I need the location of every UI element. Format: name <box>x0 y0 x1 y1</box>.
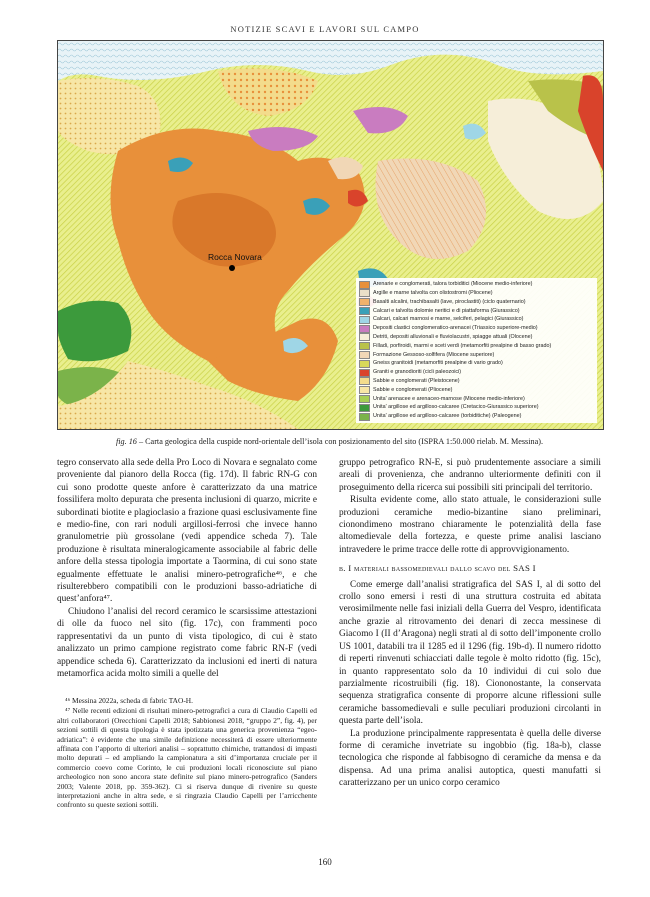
legend-label: Graniti e granodioriti (cicli paleozoici) <box>373 369 462 376</box>
legend-item <box>359 307 594 316</box>
legend-item <box>359 324 594 333</box>
legend-swatch <box>359 325 370 333</box>
legend-swatch <box>359 360 370 368</box>
paragraph: Chiudono l’analisi del record ceramico le scarsissime attestazioni di olle da fuoco nel sito (fig. 17c), con frammenti poco rappresentativi da un punto di vista tipologico, di cui è stato analizzato un primo campione registrato come fabric RN-F (vedi appendice scheda 6). Caratterizzato da inclusioni ed inerti di natura metamorfica acida molto simili a quelle del <box>57 606 317 679</box>
legend-label: Formazione Gessoso-solfifera (Miocene superiore) <box>373 351 495 358</box>
legend-item <box>359 280 594 289</box>
legend-label: Basalti alcalini, trachibasalti (lave, piroclastiti) (ciclo quaternario) <box>373 298 526 305</box>
figure-caption <box>57 437 602 446</box>
town-label: Rocca Novara <box>208 252 262 262</box>
legend-swatch <box>359 342 370 350</box>
legend-label: Depositi clastici conglomeratico-arenacei (Triassico superiore-medio) <box>373 325 538 332</box>
legend-item <box>359 395 594 404</box>
figure-ref: fig. 16 <box>115 437 137 446</box>
caption-text: – Carta geologica della cuspide nord-orientale dell’isola con posizionamento del sito (ISPRA 1:50.000 rielab. M. Messina). <box>136 437 544 446</box>
section-heading: b. I materiali bassomedievali dallo scavo del SAS I <box>339 563 536 574</box>
map-legend <box>356 278 597 423</box>
page-number: 160 <box>318 857 332 867</box>
right-column <box>339 457 601 790</box>
legend-swatch <box>359 316 370 324</box>
running-head: NOTIZIE SCAVI E LAVORI SUL CAMPO <box>230 24 420 34</box>
legend-label: Calcari, calcari marnosi e marne, selciferi, pelagici (Giurassico) <box>373 316 524 323</box>
legend-label: Detriti, depositi alluvionali e fluviolacustri, spiagge attuali (Olocene) <box>373 334 533 341</box>
legend-label: Unita' arenacee e arenaceo-marnose (Miocene medio-inferiore) <box>373 395 525 402</box>
legend-item <box>359 368 594 377</box>
paragraph: tegro conservato alla sede della Pro Loco di Novara e segnalato come proveniente dal pianoro della Rocca (fig. 17d). Il fabric RN-G con cui sono prodotte queste anfore è caratterizzato da una matrice fossilifera molto depurata che presenta inclusioni di quarzo, micrite e subordinati biotite e plagioclasio a frazione quasi esclusivamente fine e medio-fine, con rari noduli argillosi-ferrosi che invece hanno granulometrie più grossolane (vedi appendice scheda 7). Tale produzione è risultata mineralogicamente associabile al fabric delle anfore della stessa tipologia importate a Taormina, di cui sono state egualmente effettuate le analisi minero-petrografiche⁴⁶, e che risulterebbero compatibili con le produzioni basso-adriatiche di quest’anfora⁴⁷. <box>57 458 317 605</box>
legend-item <box>359 377 594 386</box>
legend-label: Sabbie e conglomerati (Pliocene) <box>373 386 453 393</box>
legend-item <box>359 386 594 395</box>
legend-swatch <box>359 413 370 421</box>
legend-item <box>359 289 594 298</box>
legend-swatch <box>359 289 370 297</box>
legend-swatch <box>359 404 370 412</box>
legend-label: Filladi, porfiroidi, marmi e sceti verdi (metamorfiti prealpine di basso grado) <box>373 342 552 349</box>
legend-label: Sabbie e conglomerati (Pleistocene) <box>373 378 460 385</box>
legend-swatch <box>359 377 370 385</box>
legend-item <box>359 315 594 324</box>
paragraph: La produzione principalmente rappresentata è quella delle diverse forme di ceramiche invetriate su ingobbio (fig. 18a-b), classe tecnologica che risponde al fabbisogno di ceramiche da mensa e da dispensa. Ad una prima analisi autoptica, questi manufatti si caratterizzano per un unico corpo ceramico <box>339 728 601 789</box>
legend-label: Gneiss granitoidi (metamorfiti prealpine di vario grado) <box>373 360 503 367</box>
legend-swatch <box>359 298 370 306</box>
legend-swatch <box>359 369 370 377</box>
left-column <box>57 457 317 680</box>
legend-item <box>359 403 594 412</box>
footnotes <box>57 696 317 811</box>
legend-label: Argille e marne talvolta con olistostromi (Pliocene) <box>373 290 493 297</box>
legend-label: Unita' argillose ed argilloso-calcaree (torbiditiche) (Paleogene) <box>373 413 522 420</box>
site-marker <box>229 265 235 271</box>
geological-map <box>57 40 604 430</box>
legend-item <box>359 351 594 360</box>
legend-label: Calcari e talvolta dolomie neritici e di piattaforma (Giurassico) <box>373 307 520 314</box>
legend-item <box>359 333 594 342</box>
legend-item <box>359 359 594 368</box>
paragraph: gruppo petrografico RN-E, si può prudentemente associare a simili areali di provenienza, che andranno ulteriormente definiti con il proseguimento della ricerca sui possibili siti principali del territorio. <box>339 458 601 493</box>
paragraph: Risulta evidente come, allo stato attuale, le considerazioni sulle produzioni ceramiche medio-bizantine siano preliminari, cionondimeno mostrano chiaramente le potenzialità della fase altomedievale della fortezza, e queste prime analisi lasciano intravedere le prime tracce delle rotte di approvvigionamento. <box>339 495 601 555</box>
legend-swatch <box>359 351 370 359</box>
legend-item <box>359 412 594 421</box>
legend-label: Arenarie e conglomerati, talora torbiditici (Miocene medio-inferiore) <box>373 281 533 288</box>
legend-swatch <box>359 386 370 394</box>
legend-item <box>359 342 594 351</box>
legend-label: Unita' argillose ed argilloso-calcaree (Cretacico-Giurassico superiore) <box>373 404 539 411</box>
paragraph: Come emerge dall’analisi stratigrafica del SAS I, al di sotto del crollo sono emersi i resti di una struttura costruita ed abitata verosimilmente nelle fasi iniziali della Guerra del Vespro, identificata anche grazie al ritrovamento dei denari di zecca messinese di Giacomo I (II d’Aragona) negli strati al di sotto dell’imponente crollo US 1001, databili tra il 1285 ed il 1296 (fig. 19b-d). Il numero ridotto di reperti rinvenuti schiacciati dalle tegole è molto ridotto (fig. 15c), in quanto rappresentato solo da 10 individui di cui solo due parzialmente ricostruibili (fig. 18). Ciononostante, la conservata sequenza stratigrafica consente di proporre alcune riflessioni sulle ceramiche bassomedievali e sulle peculiari produzioni circolanti in questa parte dell’isola. <box>339 579 601 727</box>
legend-swatch <box>359 307 370 315</box>
legend-item <box>359 298 594 307</box>
footnote: ⁴⁶ Messina 2022a, scheda di fabric TAO-H. <box>65 696 193 705</box>
legend-swatch <box>359 395 370 403</box>
footnote: ⁴⁷ Nelle recenti edizioni di risultati minero-petrografici a cura di Claudio Capelli ed altri collaboratori (Orecchioni Capelli 2018; Sabbionesi 2018, “gruppo 2”, fig. 4), per sezioni sottili di questa tipologia è stata ipotizzata una generica provenienza “egeo-adriatica”: è evidente che una simile definizione necessiterà di essere ulteriormente affinata con l’apporto di ulteriori analisi – soprattutto chimiche, trattandosi di impasti molto depurati – ed ampliando la campionatura a siti d’importanza cruciale per il commercio coevo come Corinto, le cui produzioni locali riconosciute sul piano archeologico non sono ancora state definite sul piano minero-petrografico (Sanders 2003; Valente 2018, pp. 359-362). Ci si riserva dunque di rivenire su queste interpretazioni anche in altra sede, e si ringrazia Claudio Capelli per l’arricchente confronto su queste sezioni sottili. <box>57 706 317 810</box>
legend-swatch <box>359 281 370 289</box>
legend-swatch <box>359 333 370 341</box>
